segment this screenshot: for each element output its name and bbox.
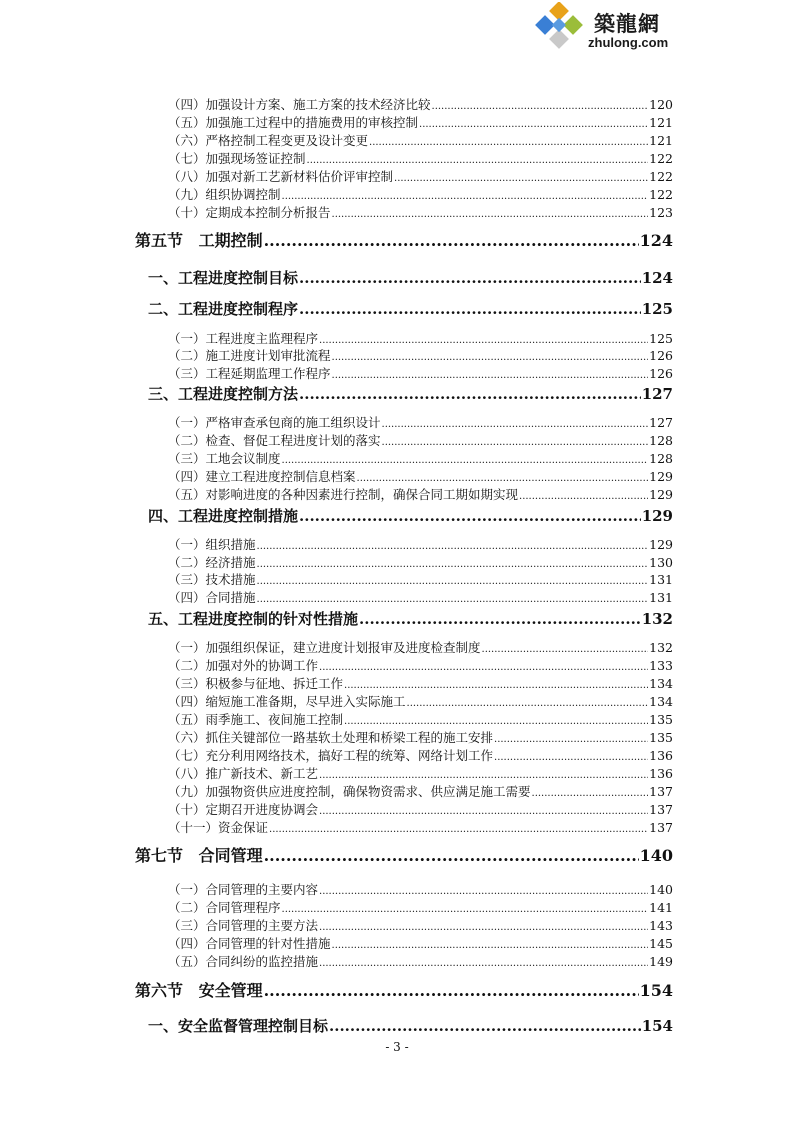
toc-entry-label: （四）缩短施工准备期，尽早进入实际施工 xyxy=(168,694,406,709)
toc-entry-page: 129 xyxy=(649,537,673,552)
toc-entry-page: 129 xyxy=(641,507,673,525)
toc-entry-label: 第七节 合同管理 xyxy=(135,846,263,865)
toc-entry-label: （一）工程进度主监理程序 xyxy=(168,331,319,346)
toc-entry-label: （三）积极参与征地、拆迁工作 xyxy=(168,676,344,691)
toc-entry-label: （三）工地会议制度 xyxy=(168,451,281,466)
toc-entry[interactable] xyxy=(148,506,673,526)
toc-leader-dots xyxy=(282,901,649,918)
toc-entry-label: （九）加强物资供应进度控制，确保物资需求、供应满足施工需要 xyxy=(168,784,531,799)
toc-entry-page: 145 xyxy=(649,936,673,951)
toc-leader-dots xyxy=(519,488,648,505)
toc-entry-label: （九）组织协调控制 xyxy=(168,187,281,202)
toc-entry[interactable] xyxy=(168,747,673,764)
toc-entry-label: （五）雨季施工、夜间施工控制 xyxy=(168,712,344,727)
toc-entry[interactable] xyxy=(168,468,673,485)
toc-entry-page: 120 xyxy=(649,97,673,112)
toc-entry-page: 131 xyxy=(649,590,673,605)
toc-entry-label: 第六节 安全管理 xyxy=(135,981,263,1000)
toc-entry[interactable] xyxy=(168,729,673,746)
toc-entry-page: 129 xyxy=(649,469,673,484)
toc-entry-page: 133 xyxy=(649,658,673,673)
toc-entry-label: 一、安全监督管理控制目标 xyxy=(148,1017,329,1035)
toc-entry[interactable] xyxy=(168,347,673,364)
toc-entry[interactable] xyxy=(168,711,673,728)
toc-leader-dots xyxy=(282,188,649,205)
toc-entry-page: 124 xyxy=(641,269,673,287)
toc-leader-dots xyxy=(319,767,648,784)
toc-entry-label: （三）技术措施 xyxy=(168,572,256,587)
toc-entry[interactable] xyxy=(168,801,673,818)
toc-entry[interactable] xyxy=(168,96,673,113)
toc-leader-dots xyxy=(319,883,648,900)
toc-entry-page: 134 xyxy=(649,676,673,691)
toc-leader-dots xyxy=(332,206,649,223)
toc-entry-label: 三、工程进度控制方法 xyxy=(148,385,299,403)
toc-entry[interactable] xyxy=(168,204,673,221)
toc-leader-dots xyxy=(532,785,649,802)
toc-leader-dots xyxy=(269,821,648,838)
toc-entry-label: （八）推广新技术、新工艺 xyxy=(168,766,319,781)
toc-entry[interactable] xyxy=(148,384,673,404)
toc-leader-dots xyxy=(494,749,648,766)
toc-entry-page: 126 xyxy=(649,348,673,363)
toc-leader-dots xyxy=(332,367,649,384)
toc-leader-dots xyxy=(264,231,639,251)
toc-leader-dots xyxy=(257,573,649,590)
toc-leader-dots xyxy=(382,416,649,433)
toc-leader-dots xyxy=(264,846,639,866)
toc-entry-page: 128 xyxy=(649,433,673,448)
toc-entry-page: 132 xyxy=(649,640,673,655)
toc-leader-dots xyxy=(432,98,649,115)
toc-entry-label: （六）严格控制工程变更及设计变更 xyxy=(168,133,369,148)
toc-entry-page: 121 xyxy=(649,115,673,130)
toc-entry-page: 154 xyxy=(639,981,673,1000)
toc-entry[interactable] xyxy=(168,450,673,467)
toc-leader-dots xyxy=(494,731,648,748)
toc-entry-label: （二）检查、督促工程进度计划的落实 xyxy=(168,433,381,448)
toc-entry-label: 五、工程进度控制的针对性措施 xyxy=(148,610,359,628)
toc-entry-label: （一）加强组织保证，建立进度计划报审及进度检查制度 xyxy=(168,640,481,655)
toc-entry-label: 四、工程进度控制措施 xyxy=(148,507,299,525)
toc-entry-label: （五）合同纠纷的监控措施 xyxy=(168,954,319,969)
toc-leader-dots xyxy=(329,1016,641,1036)
toc-entry-label: （二）加强对外的协调工作 xyxy=(168,658,319,673)
toc-leader-dots xyxy=(369,134,648,151)
toc-leader-dots xyxy=(482,641,649,658)
toc-leader-dots xyxy=(264,981,639,1001)
toc-leader-dots xyxy=(257,538,649,555)
toc-entry-page: 127 xyxy=(649,415,673,430)
toc-entry[interactable] xyxy=(168,330,673,347)
toc-entry[interactable] xyxy=(168,486,673,503)
toc-entry[interactable] xyxy=(148,609,673,629)
toc-entry-label: （十）定期成本控制分析报告 xyxy=(168,205,331,220)
toc-entry-label: （三）合同管理的主要方法 xyxy=(168,918,319,933)
toc-entry[interactable] xyxy=(168,571,673,588)
toc-leader-dots xyxy=(319,955,648,972)
toc-entry-label: （八）加强对新工艺新材料估价评审控制 xyxy=(168,169,394,184)
toc-entry[interactable] xyxy=(168,899,673,916)
toc-leader-dots xyxy=(407,695,649,712)
toc-entry-label: （十一）资金保证 xyxy=(168,820,269,835)
toc-entry-page: 132 xyxy=(641,610,673,628)
toc-entry-page: 128 xyxy=(649,451,673,466)
toc-leader-dots xyxy=(299,268,641,288)
toc-entry[interactable] xyxy=(168,953,673,970)
toc-entry-page: 136 xyxy=(649,748,673,763)
toc-entry-label: （三）工程延期监理工作程序 xyxy=(168,366,331,381)
toc-entry-page: 137 xyxy=(649,784,673,799)
toc-entry-label: （七）充分利用网络技术，搞好工程的统筹、网络计划工作 xyxy=(168,748,494,763)
toc-entry-label: （十）定期召开进度协调会 xyxy=(168,802,319,817)
toc-entry-page: 122 xyxy=(649,151,673,166)
toc-entry[interactable] xyxy=(168,365,673,382)
toc-entry[interactable] xyxy=(168,639,673,656)
toc-entry-page: 124 xyxy=(639,231,673,250)
toc-entry[interactable] xyxy=(168,432,673,449)
toc-entry[interactable] xyxy=(168,783,673,800)
toc-leader-dots xyxy=(344,713,648,730)
toc-entry-page: 121 xyxy=(649,133,673,148)
toc-leader-dots xyxy=(332,937,649,954)
toc-entry[interactable] xyxy=(168,536,673,553)
toc-entry[interactable] xyxy=(148,268,673,288)
toc-entry[interactable] xyxy=(168,186,673,203)
toc-entry-label: （一）组织措施 xyxy=(168,537,256,552)
toc-leader-dots xyxy=(319,659,648,676)
toc-entry[interactable] xyxy=(168,414,673,431)
toc-entry[interactable] xyxy=(168,554,673,571)
toc-entry-label: （二）施工进度计划审批流程 xyxy=(168,348,331,363)
toc-entry[interactable] xyxy=(168,589,673,606)
page-number: - 3 - xyxy=(385,1040,409,1054)
toc-entry[interactable] xyxy=(168,935,673,952)
toc-entry-page: 140 xyxy=(639,846,673,865)
toc-entry[interactable] xyxy=(168,657,673,674)
toc-entry[interactable] xyxy=(148,299,673,319)
toc-entry-page: 131 xyxy=(649,572,673,587)
toc-entry-label: （四）合同管理的针对性措施 xyxy=(168,936,331,951)
toc-leader-dots xyxy=(257,591,649,608)
toc-entry[interactable] xyxy=(135,231,673,251)
toc-entry[interactable] xyxy=(148,1016,673,1036)
toc-entry-page: 137 xyxy=(649,820,673,835)
toc-entry-page: 140 xyxy=(649,882,673,897)
toc-entry-page: 154 xyxy=(641,1017,673,1035)
toc-entry-page: 143 xyxy=(649,918,673,933)
toc-leader-dots xyxy=(307,152,649,169)
toc-entry[interactable] xyxy=(168,819,673,836)
toc-entry-page: 137 xyxy=(649,802,673,817)
toc-entry-label: （六）抓住关键部位一路基软土处理和桥梁工程的施工安排 xyxy=(168,730,494,745)
toc-leader-dots xyxy=(299,384,641,404)
toc-entry-label: （二）合同管理程序 xyxy=(168,900,281,915)
toc-entry-page: 126 xyxy=(649,366,673,381)
toc-entry-label: 二、工程进度控制程序 xyxy=(148,300,299,318)
toc-leader-dots xyxy=(357,470,649,487)
toc-leader-dots xyxy=(419,116,648,133)
toc-entry-page: 134 xyxy=(649,694,673,709)
toc-entry[interactable] xyxy=(168,675,673,692)
toc-entry[interactable] xyxy=(135,981,673,1001)
toc-entry-page: 135 xyxy=(649,712,673,727)
toc-entry[interactable] xyxy=(168,917,673,934)
toc-leader-dots xyxy=(299,506,641,526)
toc-leader-dots xyxy=(319,919,648,936)
toc-entry-page: 149 xyxy=(649,954,673,969)
toc-entry-label: （二）经济措施 xyxy=(168,555,256,570)
toc-entry[interactable] xyxy=(168,150,673,167)
toc-entry[interactable] xyxy=(168,114,673,131)
toc-leader-dots xyxy=(332,349,649,366)
toc-leader-dots xyxy=(382,434,649,451)
toc-leader-dots xyxy=(344,677,648,694)
toc-entry-page: 123 xyxy=(649,205,673,220)
toc-entry-label: （一）合同管理的主要内容 xyxy=(168,882,319,897)
toc-leader-dots xyxy=(299,299,641,319)
toc-entry-page: 125 xyxy=(641,300,673,318)
toc-entry-label: （七）加强现场签证控制 xyxy=(168,151,306,166)
toc-entry-label: （四）合同措施 xyxy=(168,590,256,605)
toc-entry-page: 122 xyxy=(649,169,673,184)
toc-leader-dots xyxy=(394,170,648,187)
toc-entry-page: 130 xyxy=(649,555,673,570)
toc-entry-page: 136 xyxy=(649,766,673,781)
toc-entry-label: （五）对影响进度的各种因素进行控制，确保合同工期如期实现 xyxy=(168,487,519,502)
toc-entry-label: （五）加强施工过程中的措施费用的审核控制 xyxy=(168,115,419,130)
toc-entry-label: 一、工程进度控制目标 xyxy=(148,269,299,287)
toc-leader-dots xyxy=(359,609,641,629)
toc-entry[interactable] xyxy=(168,132,673,149)
logo-name-en: zhulong.com xyxy=(588,35,669,50)
toc-entry-page: 135 xyxy=(649,730,673,745)
toc-entry-page: 129 xyxy=(649,487,673,502)
toc-leader-dots xyxy=(319,803,648,820)
logo-name-cn: 築龍網 xyxy=(594,11,660,36)
toc-entry-label: （四）加强设计方案、施工方案的技术经济比较 xyxy=(168,97,431,112)
toc-entry-page: 141 xyxy=(649,900,673,915)
toc-leader-dots xyxy=(282,452,649,469)
toc-entry-page: 122 xyxy=(649,187,673,202)
toc-entry-page: 127 xyxy=(641,385,673,403)
toc-entry-label: （四）建立工程进度控制信息档案 xyxy=(168,469,356,484)
toc-entry[interactable] xyxy=(168,765,673,782)
toc-entry-page: 125 xyxy=(649,331,673,346)
toc-entry-label: （一）严格审查承包商的施工组织设计 xyxy=(168,415,381,430)
toc-entry[interactable] xyxy=(168,693,673,710)
toc-entry[interactable] xyxy=(135,846,673,866)
toc-entry[interactable] xyxy=(168,168,673,185)
toc-entry[interactable] xyxy=(168,881,673,898)
toc-entry-label: 第五节 工期控制 xyxy=(135,231,263,250)
